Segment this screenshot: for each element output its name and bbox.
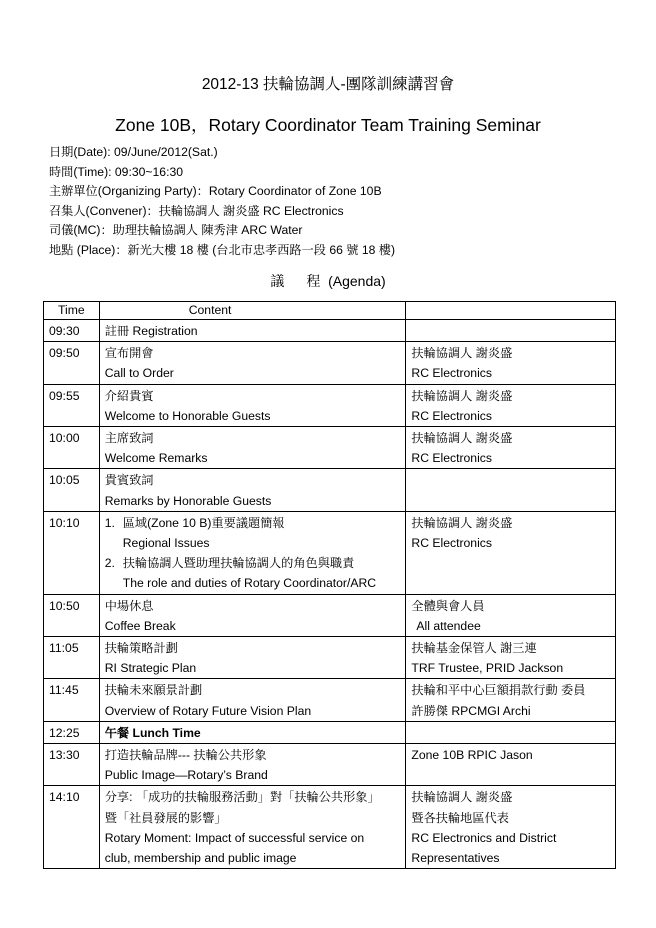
row-content xyxy=(99,637,406,679)
presenter-line: 扶輪和平中心巨額捐款行動 委員 xyxy=(411,683,586,698)
row-presenter xyxy=(406,469,616,511)
table-row xyxy=(44,427,616,469)
presenter-line: RC Electronics xyxy=(411,366,492,381)
item-text-zh: 扶輪協調人暨助理扶輪協調人的角色與職責 xyxy=(122,556,355,571)
content-line: 暨「社員發展的影響」 xyxy=(104,810,227,825)
row-presenter xyxy=(406,594,616,636)
info-organizer: 主辦單位(Organizing Party)：Rotary Coordinator of Zone 10B xyxy=(49,184,382,199)
list-item xyxy=(105,553,401,573)
info-mc: 司儀(MC)：助理扶輪協調人 陳秀津 ARC Water xyxy=(49,223,303,238)
row-time: 14:10 xyxy=(44,786,100,869)
content-line: Remarks by Honorable Guests xyxy=(104,493,272,508)
presenter-line: Representatives xyxy=(411,851,500,866)
row-time: 09:55 xyxy=(44,384,100,426)
row-time: 10:50 xyxy=(44,594,100,636)
header-content: Content xyxy=(99,302,406,320)
info-place: 地點 (Place)：新光大樓 18 樓 (台北市忠孝西路一段 66 號 18 樓) xyxy=(49,242,396,257)
row-presenter xyxy=(406,320,616,342)
content-line: Welcome Remarks xyxy=(104,451,208,466)
document-title-chinese: 2012-13 扶輪協調人-團隊訓練講習會 xyxy=(201,76,455,93)
info-convener: 召集人(Convener)：扶輪協調人 謝炎盛 RC Electronics xyxy=(49,203,344,218)
presenter-line: TRF Trustee, PRID Jackson xyxy=(411,661,564,676)
content-line: 主席致詞 xyxy=(104,431,154,446)
table-header-row xyxy=(44,302,616,320)
info-time: 時間(Time): 09:30~16:30 xyxy=(49,164,184,179)
content-line: 註冊 Registration xyxy=(104,324,198,338)
row-presenter xyxy=(406,384,616,426)
row-presenter xyxy=(406,637,616,679)
content-line: club, membership and public image xyxy=(104,851,297,866)
agenda-heading-zh-1: 議 xyxy=(270,273,285,289)
content-line: 分享: 「成功的扶輪服務活動」對「扶輪公共形象」 xyxy=(104,790,380,805)
content-line: Welcome to Honorable Guests xyxy=(104,408,271,423)
table-row xyxy=(44,679,616,721)
table-row xyxy=(44,511,616,594)
table-row xyxy=(44,637,616,679)
header-presenter xyxy=(406,302,616,320)
agenda-heading-zh-2: 程 xyxy=(306,273,321,289)
content-line: 中場休息 xyxy=(104,598,154,613)
row-content xyxy=(99,786,406,869)
event-info xyxy=(49,143,395,261)
table-row xyxy=(44,384,616,426)
content-line: 扶輪未來願景計劃 xyxy=(104,683,203,698)
row-presenter xyxy=(406,744,616,786)
document-title-english: Zone 10B，Rotary Coordinator Team Training Seminar xyxy=(115,115,541,135)
row-time: 12:25 xyxy=(44,721,100,743)
item-text-en: The role and duties of Rotary Coordinator/ARC xyxy=(122,576,377,591)
row-time: 09:30 xyxy=(44,320,100,342)
content-line: 扶輪策略計劃 xyxy=(104,641,178,656)
table-row xyxy=(44,744,616,786)
agenda-table xyxy=(43,301,616,869)
row-content xyxy=(99,342,406,384)
table-row xyxy=(44,594,616,636)
table-row xyxy=(44,786,616,869)
presenter-line: 扶輪協調人 謝炎盛 xyxy=(411,790,513,805)
header-time: Time xyxy=(44,302,100,320)
row-time: 13:30 xyxy=(44,744,100,786)
content-line: 貴賓致詞 xyxy=(104,473,154,488)
row-content xyxy=(99,320,406,342)
row-presenter xyxy=(406,427,616,469)
row-presenter xyxy=(406,786,616,869)
info-date: 日期(Date): 09/June/2012(Sat.) xyxy=(49,145,218,159)
content-line: Call to Order xyxy=(104,366,174,381)
row-content xyxy=(99,384,406,426)
presenter-line: 全體與會人員 xyxy=(411,598,485,613)
presenter-line: All attendee xyxy=(416,618,481,633)
presenter-line: 扶輪協調人 謝炎盛 xyxy=(411,388,513,403)
row-presenter xyxy=(406,511,616,594)
content-line: 打造扶輪品牌--- 扶輪公共形象 xyxy=(104,748,267,763)
row-content xyxy=(99,427,406,469)
item-number: 2. xyxy=(104,556,115,571)
content-line: 午餐 Lunch Time xyxy=(104,725,201,740)
content-line: Overview of Rotary Future Vision Plan xyxy=(104,703,312,718)
row-time: 11:05 xyxy=(44,637,100,679)
table-row xyxy=(44,320,616,342)
agenda-heading xyxy=(0,271,656,291)
presenter-line: RC Electronics and District xyxy=(411,830,557,845)
item-text-zh: 區域(Zone 10 B)重要議題簡報 xyxy=(122,515,285,530)
presenter-line: 扶輪協調人 謝炎盛 xyxy=(411,346,513,361)
row-content xyxy=(99,511,406,594)
row-content xyxy=(99,679,406,721)
content-line: Coffee Break xyxy=(104,618,176,633)
agenda-heading-en: (Agenda) xyxy=(328,273,386,289)
content-line: 介紹貴賓 xyxy=(104,388,154,403)
presenter-line: 扶輪基金保管人 謝三連 xyxy=(411,641,537,656)
row-presenter xyxy=(406,342,616,384)
presenter-line: RC Electronics xyxy=(411,536,492,551)
row-presenter xyxy=(406,721,616,743)
row-time: 09:50 xyxy=(44,342,100,384)
table-row xyxy=(44,469,616,511)
content-line: Public Image—Rotary’s Brand xyxy=(104,768,268,783)
presenter-line: 許勝傑 RPCMGI Archi xyxy=(411,703,531,718)
presenter-line: Zone 10B RPIC Jason xyxy=(411,748,533,763)
table-row xyxy=(44,342,616,384)
row-time: 11:45 xyxy=(44,679,100,721)
content-line: Rotary Moment: Impact of successful service on xyxy=(104,830,365,845)
presenter-line: 扶輪協調人 謝炎盛 xyxy=(411,431,513,446)
list-item xyxy=(105,513,401,533)
table-row xyxy=(44,721,616,743)
row-content xyxy=(99,721,406,743)
row-content xyxy=(99,594,406,636)
row-time: 10:10 xyxy=(44,511,100,594)
item-text-en: Regional Issues xyxy=(122,536,210,551)
row-content xyxy=(99,469,406,511)
row-presenter xyxy=(406,679,616,721)
row-time: 10:05 xyxy=(44,469,100,511)
item-number: 1. xyxy=(104,515,115,530)
row-time: 10:00 xyxy=(44,427,100,469)
presenter-line: RC Electronics xyxy=(411,408,492,423)
row-content xyxy=(99,744,406,786)
presenter-line: RC Electronics xyxy=(411,451,492,466)
content-line: 宣布開會 xyxy=(104,346,154,361)
presenter-line: 暨各扶輪地區代表 xyxy=(411,810,509,825)
presenter-line: 扶輪協調人 謝炎盛 xyxy=(411,515,513,530)
content-line: RI Strategic Plan xyxy=(104,661,197,676)
